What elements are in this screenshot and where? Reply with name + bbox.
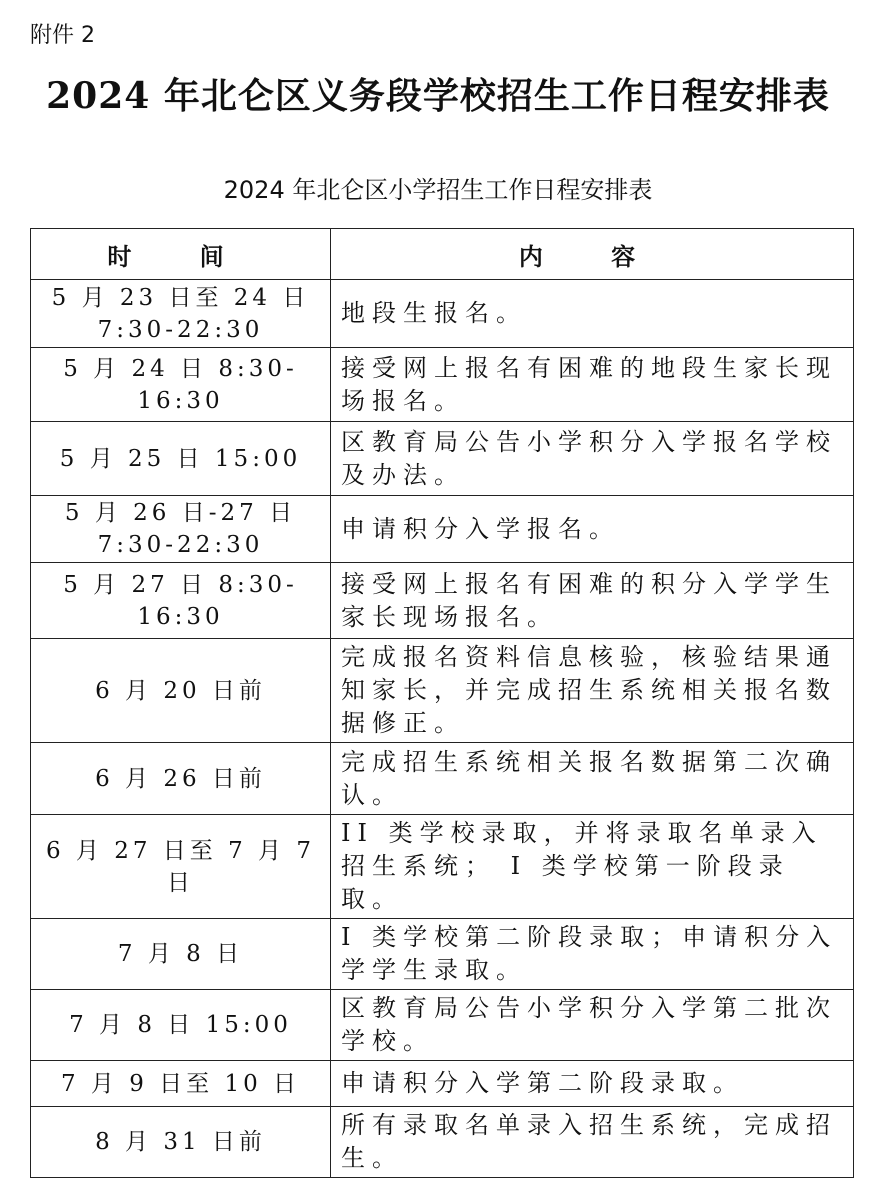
content-cell: 区教育局公告小学积分入学报名学校及办法。 [331, 422, 854, 496]
table-row [31, 1107, 854, 1178]
attachment-label: 附件 2 [30, 23, 95, 48]
content-cell: 完成招生系统相关报名数据第二次确认。 [331, 743, 854, 815]
content-cell: 申请积分入学第二阶段录取。 [331, 1061, 854, 1107]
time-cell: 8 月 31 日前 [31, 1107, 331, 1178]
table-row [31, 422, 854, 496]
content-cell: I 类学校第二阶段录取；申请积分入学学生录取。 [331, 919, 854, 990]
header-content: 内 容 [331, 229, 854, 280]
schedule-table [30, 228, 854, 1178]
header-time: 时 间 [31, 229, 331, 280]
content-cell: 接受网上报名有困难的地段生家长现场报名。 [331, 348, 854, 422]
table-row [31, 496, 854, 563]
table-row [31, 348, 854, 422]
document-title: 2024 年北仑区义务段学校招生工作日程安排表 [46, 75, 830, 117]
time-cell: 5 月 23 日至 24 日 7:30-22:30 [31, 280, 331, 348]
table-header-row [31, 229, 854, 280]
time-cell: 5 月 24 日 8:30-16:30 [31, 348, 331, 422]
content-cell: 所有录取名单录入招生系统，完成招生。 [331, 1107, 854, 1178]
time-cell: 5 月 26 日-27 日 7:30-22:30 [31, 496, 331, 563]
time-cell: 6 月 26 日前 [31, 743, 331, 815]
content-cell: 接受网上报名有困难的积分入学学生家长现场报名。 [331, 563, 854, 639]
table-row [31, 919, 854, 990]
table-row [31, 1061, 854, 1107]
time-cell: 6 月 27 日至 7 月 7 日 [31, 815, 331, 919]
content-cell: 完成报名资料信息核验，核验结果通知家长，并完成招生系统相关报名数据修正。 [331, 639, 854, 743]
time-cell: 7 月 8 日 15:00 [31, 990, 331, 1061]
table-row [31, 280, 854, 348]
table-body [31, 280, 854, 1178]
table-row [31, 563, 854, 639]
table-row [31, 990, 854, 1061]
table-row [31, 815, 854, 919]
time-cell: 5 月 25 日 15:00 [31, 422, 331, 496]
table-row [31, 743, 854, 815]
time-cell: 7 月 8 日 [31, 919, 331, 990]
content-cell: 申请积分入学报名。 [331, 496, 854, 563]
table-subtitle: 2024 年北仑区小学招生工作日程安排表 [223, 176, 653, 204]
table-row [31, 639, 854, 743]
content-cell: 地段生报名。 [331, 280, 854, 348]
content-cell: 区教育局公告小学积分入学第二批次学校。 [331, 990, 854, 1061]
time-cell: 5 月 27 日 8:30-16:30 [31, 563, 331, 639]
time-cell: 7 月 9 日至 10 日 [31, 1061, 331, 1107]
time-cell: 6 月 20 日前 [31, 639, 331, 743]
content-cell: II 类学校录取，并将录取名单录入招生系统； I 类学校第一阶段录取。 [331, 815, 854, 919]
